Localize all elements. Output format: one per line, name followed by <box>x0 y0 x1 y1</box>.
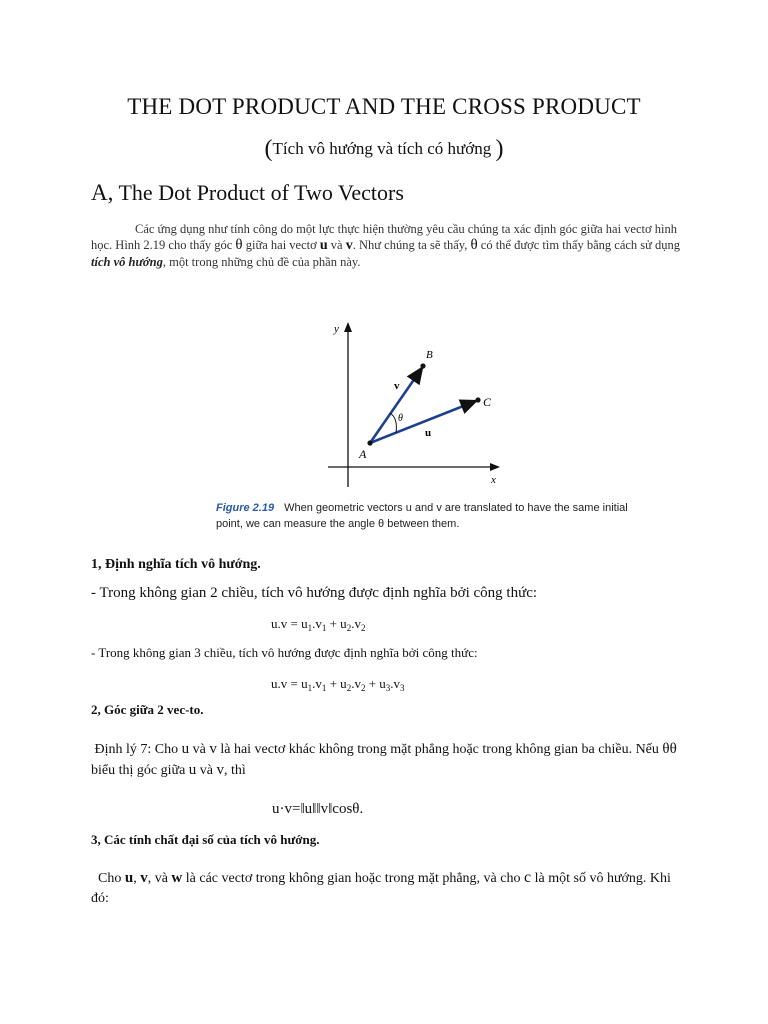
section-a-heading <box>91 180 404 206</box>
subtitle-open-paren: ( <box>264 136 273 162</box>
intro-theta-2: θ <box>470 237 478 253</box>
figure-caption <box>216 500 636 532</box>
heading-angle: 2, Góc giữa 2 vec-to. <box>91 702 204 717</box>
figure-caption-label: Figure 2.19 <box>216 502 275 514</box>
given-w: w <box>171 870 183 886</box>
theorem-7-paragraph <box>91 739 691 781</box>
vector-diagram <box>158 302 646 497</box>
intro-part3: . Như chúng ta sẽ thấy, <box>352 238 468 252</box>
formula-2d: $u.v = u_1.v_1 + u_2.v_2$ <box>271 616 366 633</box>
point-b-dot <box>420 363 425 368</box>
theorem-t3: là hai vectơ khác không trong mặt phẳng hoặc trong không gian ba chiều. Nếu <box>220 742 659 757</box>
theorem-u: u <box>181 741 190 757</box>
given-g2: là các vectơ trong không gian hoặc trong mặt phẳng, và cho <box>185 871 521 886</box>
given-comma: , <box>133 871 137 886</box>
given-g3: là một số vô hướng. Khi đó: <box>91 871 671 906</box>
formula-3d: $u.v = u_1.v_1 + u_2.v_2 + u_3.v_3$ <box>271 676 405 693</box>
intro-part2: giữa hai vectơ <box>245 238 317 252</box>
point-c-dot <box>475 397 480 402</box>
properties-given-paragraph <box>91 868 691 909</box>
intro-theta-1: θ <box>235 237 243 253</box>
given-v: v <box>140 870 148 886</box>
definition-2d-line: - Trong không gian 2 chiều, tích vô hướng được định nghĩa bởi công thức: <box>91 585 538 601</box>
axis-x-label: x <box>491 474 496 486</box>
figure-2-19 <box>158 302 646 544</box>
given-u: u <box>124 870 134 886</box>
subtitle-close-paren: ) <box>495 136 504 162</box>
subtitle-text: Tích vô hướng và tích có hướng <box>272 139 492 158</box>
theorem-t2: và <box>192 742 206 757</box>
formula-angle: u·v=‖u‖‖v‖cosθ. <box>272 801 364 817</box>
angle-arc <box>390 413 396 433</box>
axis-y-label: y <box>334 323 339 335</box>
theorem-label: Định lý 7: <box>94 742 152 757</box>
point-a-label: A <box>359 447 367 461</box>
section-a-letter: A, <box>91 180 114 205</box>
theorem-t5: , thì <box>224 763 246 778</box>
y-axis-arrow-icon <box>344 322 352 332</box>
intro-vector-v: v <box>345 238 353 253</box>
figure-caption-text: When geometric vectors u and v are translated to have the same initial point, we can measure the angle θ between them. <box>216 502 628 530</box>
point-a-dot <box>367 440 372 445</box>
intro-part5: , một trong những chủ đề của phần này. <box>162 255 361 269</box>
theorem-t4: biểu thị góc giữa <box>91 763 186 778</box>
heading-properties: 3, Các tính chất đại số của tích vô hướng. <box>91 832 320 847</box>
intro-vector-u: u <box>319 238 328 253</box>
given-and: , và <box>147 871 168 886</box>
page-title: THE DOT PRODUCT AND THE CROSS PRODUCT <box>127 94 641 119</box>
theorem-and-2: và <box>199 763 214 778</box>
intro-paragraph <box>91 221 683 270</box>
intro-part4: có thể được tìm thấy bằng cách sử dụng <box>480 238 681 252</box>
vector-v-label: v <box>394 380 400 392</box>
vector-u-label: u <box>425 427 432 439</box>
x-axis-arrow-icon <box>490 463 500 471</box>
intro-and: và <box>330 238 343 252</box>
definition-3d-line: - Trong không gian 3 chiều, tích vô hướng được định nghĩa bởi công thức: <box>91 645 478 660</box>
given-g1: Cho <box>98 871 122 886</box>
given-c: c <box>524 869 532 886</box>
intro-emphasis: tích vô hướng <box>91 255 163 269</box>
section-a-text: The Dot Product of Two Vectors <box>118 180 404 205</box>
page-subtitle <box>0 136 768 163</box>
theorem-t1: Cho <box>154 742 179 757</box>
angle-theta-label: θ <box>398 413 403 424</box>
theorem-theta: θθ <box>662 741 677 757</box>
point-c-label: C <box>483 395 492 409</box>
point-b-label: B <box>426 349 433 361</box>
theorem-v: v <box>209 741 217 757</box>
theorem-u-2: u <box>188 762 197 778</box>
theorem-v-2: v <box>216 762 225 778</box>
heading-definition: 1, Định nghĩa tích vô hướng. <box>91 557 261 572</box>
intro-part1: Các ứng dụng như tính công do một lực thực hiện thường yêu cầu chúng ta xác định góc giữa hai vectơ hình học. Hình 2.19 cho thấy góc <box>91 222 677 252</box>
